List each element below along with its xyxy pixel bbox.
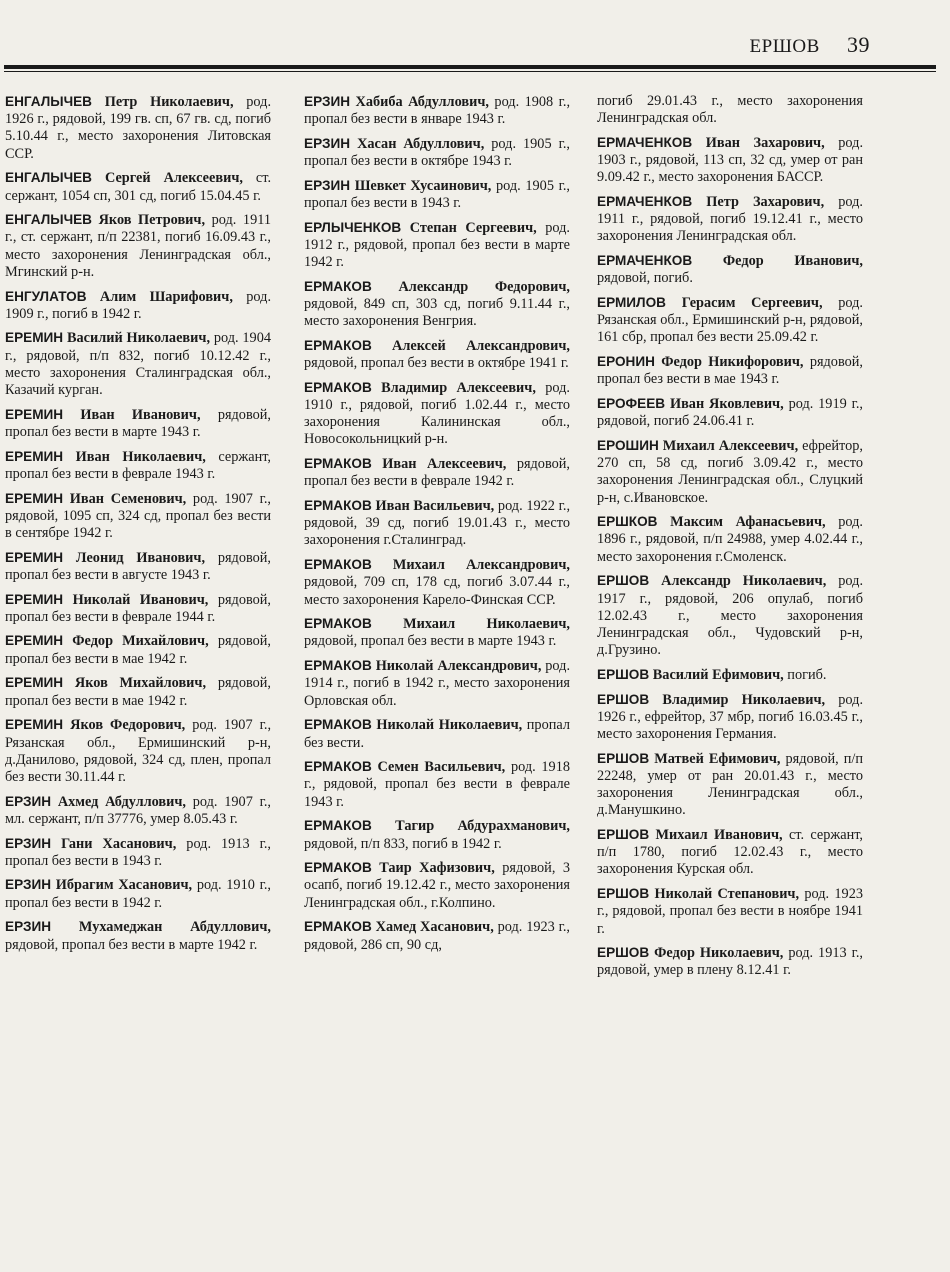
entry-details: рядовой, 849 сп, 303 сд, погиб 9.11.44 г., место захоронения Венгрия.	[304, 296, 570, 330]
entry	[5, 329, 271, 399]
entry-given-name: Иван Николаевич,	[75, 448, 206, 465]
entry	[597, 252, 863, 287]
entry-surname: ЕРЕМИН	[5, 490, 64, 506]
entry-given-name: Хабиба Абдуллович,	[355, 94, 489, 110]
entry-details: род. 1911 г., рядовой, погиб 19.12.41 г., место захоронения Ленинградская обл.	[597, 194, 863, 245]
entry-details: рядовой, пропал без вести в мае 1942 г.	[5, 675, 272, 709]
entry	[304, 497, 570, 550]
entry	[5, 793, 271, 828]
entry	[304, 859, 570, 912]
entry-details: род. 1913 г., пропал без вести в 1943 г.	[5, 835, 272, 869]
entry-surname: ЕРОНИН	[597, 354, 655, 370]
entry	[5, 448, 271, 483]
entry-given-name: Николай Степанович,	[654, 886, 800, 903]
entry	[304, 657, 570, 710]
entry	[5, 591, 271, 626]
entry	[5, 835, 271, 870]
entry-surname: ЕРЕМИН	[5, 717, 64, 733]
entry-details: рядовой, погиб.	[597, 270, 693, 287]
entry-details: рядовой, п/п 22248, умер от ран 20.01.43 г., место захоронения Ленинградская обл., д.Манушкино.	[597, 750, 864, 819]
entry-given-name: Николай Александрович,	[375, 658, 542, 675]
entry-details: погиб 29.01.43 г., место захоронения Ленинградская обл.	[597, 93, 863, 127]
entry-surname: ЕНГАЛЫЧЕВ	[5, 212, 92, 228]
entry-surname: ЕРШОВ	[597, 750, 650, 766]
entry-surname: ЕНГАЛЫЧЕВ	[5, 170, 92, 186]
entry-surname: ЕРМАКОВ	[304, 278, 372, 294]
entry-details: род. 1913 г., рядовой, умер в плену 8.12.41 г.	[597, 945, 863, 979]
entry-details: рядовой, пропал без вести в августе 1943 г.	[5, 549, 272, 583]
entry-details: рядовой, пропал без вести в мае 1943 г.	[597, 354, 863, 388]
entry-given-name: Владимир Николаевич,	[662, 691, 826, 708]
entry	[597, 691, 863, 744]
entry-surname: ЕРМАЧЕНКОВ	[597, 134, 693, 150]
entry-given-name: Иван Захарович,	[705, 134, 825, 151]
entry-surname: ЕРЗИН	[5, 919, 52, 935]
column-3	[597, 93, 863, 986]
entry	[304, 758, 570, 811]
entry-surname: ЕРЕМИН	[5, 406, 64, 422]
entry-surname: ЕНГАЛЫЧЕВ	[5, 94, 92, 109]
entry-given-name: Таир Хафизович,	[379, 860, 495, 877]
entry-surname: ЕРМАКОВ	[304, 717, 372, 733]
entry-surname: ЕРМАЧЕНКОВ	[597, 253, 693, 269]
entry	[597, 513, 863, 566]
entry	[5, 211, 271, 281]
entry	[304, 556, 570, 609]
entry-given-name: Ибрагим Хасанович,	[55, 877, 193, 894]
entry	[597, 666, 863, 684]
entry-surname: ЕРМАКОВ	[304, 616, 372, 632]
entry-given-name: Иван Алексеевич,	[382, 456, 507, 473]
entry	[304, 177, 570, 212]
entry-given-name: Максим Афанасьевич,	[670, 514, 826, 531]
entry-given-name: Федор Николаевич,	[654, 945, 784, 962]
running-head	[750, 32, 870, 58]
entry	[5, 716, 271, 786]
entry-details: род. 1907 г., рядовой, 1095 сп, 324 сд, пропал без вести в сентябре 1942 г.	[5, 490, 271, 541]
entry-given-name: Михаил Иванович,	[655, 827, 783, 844]
entry-surname: ЕРШОВ	[597, 691, 650, 707]
entry-surname: ЕРЕМИН	[5, 633, 64, 649]
entry-surname: ЕРШОВ	[597, 886, 650, 902]
entry-details: род. 1905 г., пропал без вести в октябре 1943 г.	[304, 135, 570, 170]
entry-given-name: Александр Федорович,	[398, 278, 570, 295]
entry-given-name: Ахмед Абдуллович,	[57, 793, 187, 810]
entry-surname: ЕРЛЫЧЕНКОВ	[304, 219, 402, 235]
entry-surname: ЕРМАКОВ	[304, 337, 372, 353]
entry-given-name: Иван Васильевич,	[375, 498, 495, 515]
entry-given-name: Михаил Александрович,	[392, 557, 570, 574]
entry-given-name: Василий Николаевич,	[66, 330, 211, 347]
entry	[597, 395, 863, 430]
entry	[597, 750, 863, 820]
entry	[304, 817, 570, 852]
entry-details: род. Рязанская обл., Ермишинский р-н, рядовой, 161 сбр, пропал без вести 25.09.42 г.	[597, 295, 863, 346]
entry-surname: ЕРШОВ	[597, 666, 650, 682]
entry-surname: ЕРМАКОВ	[304, 498, 372, 514]
entry	[5, 876, 271, 911]
entry	[597, 437, 863, 507]
entry-details: род. 1912 г., рядовой, пропал без вести в марте 1942 г.	[304, 219, 570, 271]
entry-surname: ЕРЗИН	[5, 793, 52, 809]
entry	[304, 615, 570, 650]
entry-surname: ЕРМАКОВ	[304, 919, 372, 935]
entry-details: род. 1907 г., мл. сержант, п/п 37776, умер 8.05.43 г.	[5, 793, 271, 827]
entry-surname: ЕРЗИН	[304, 94, 351, 109]
entry-details: сержант, пропал без вести в феврале 1943 г.	[5, 448, 272, 482]
entry-details: ст. сержант, 1054 сп, 301 сд, погиб 15.04.45 г.	[5, 170, 272, 204]
entry	[597, 294, 863, 347]
entry-given-name: Степан Сергеевич,	[409, 219, 537, 236]
entry-details: рядовой, пропал без вести в феврале 1944 г.	[5, 591, 272, 625]
entry-given-name: Михаил Николаевич,	[403, 616, 570, 633]
entry-given-name: Иван Иванович,	[80, 406, 201, 423]
entry	[304, 135, 570, 170]
entry-given-name: Матвей Ефимович,	[654, 750, 781, 767]
header-rule-thick	[4, 65, 936, 69]
entry-details: род. 1922 г., рядовой, 39 сд, погиб 19.01.43 г., место захоронения г.Сталинград.	[304, 498, 571, 549]
page-number: 39	[847, 32, 870, 57]
entry-surname: ЕРЕМИН	[5, 549, 64, 565]
entry-details: рядовой, пропал без вести в феврале 1942 г.	[304, 456, 570, 490]
entry	[597, 944, 863, 979]
entry-surname: ЕРШОВ	[597, 573, 650, 589]
entry-details: рядовой, 709 сп, 178 сд, погиб 3.07.44 г., место захоронения Карело-Финская ССР.	[304, 574, 570, 608]
entry-surname: ЕРМАКОВ	[304, 818, 372, 834]
entry-surname: ЕРЕМИН	[5, 330, 64, 346]
entry	[304, 379, 570, 449]
entry-details: рядовой, пропал без вести в марте 1943 г.	[5, 406, 271, 440]
entry-details: род. 1926 г., ефрейтор, 37 мбр, погиб 16.03.45 г., место захоронения Германия.	[597, 691, 864, 742]
entry-surname: ЕРЗИН	[304, 135, 351, 151]
entry-details: род. 1905 г., пропал без вести в 1943 г.	[304, 177, 571, 212]
entry-surname: ЕРШОВ	[597, 827, 650, 843]
entry-surname: ЕРШКОВ	[597, 514, 658, 530]
entry-given-name: Мухамеджан Абдуллович,	[78, 919, 271, 936]
entry-surname: ЕНГУЛАТОВ	[5, 288, 87, 304]
entry-given-name: Алексей Александрович,	[392, 337, 570, 354]
entry-surname: ЕРЗИН	[304, 177, 351, 193]
entry	[304, 93, 570, 128]
entry	[304, 716, 570, 751]
entry	[304, 219, 570, 272]
entry-given-name: Михаил Алексеевич,	[662, 437, 799, 454]
entry	[597, 93, 863, 127]
entry-given-name: Алим Шарифович,	[99, 288, 233, 305]
entry	[5, 632, 271, 667]
entry-surname: ЕРМАКОВ	[304, 379, 372, 395]
entry-surname: ЕРОФЕЕВ	[597, 396, 666, 412]
entry-given-name: Петр Захарович,	[706, 194, 825, 211]
entry	[304, 918, 570, 953]
entry-given-name: Иван Семенович,	[69, 490, 187, 507]
column-2	[304, 93, 570, 960]
entry-details: род. 1914 г., погиб в 1942 г., место захоронения Орловская обл.	[304, 658, 571, 709]
entry-details: род. 1923 г., рядовой, 286 сп, 90 сд,	[304, 919, 571, 953]
entry-details: род. 1923 г., рядовой, пропал без вести в ноябре 1941 г.	[597, 886, 863, 937]
entry-details: род. 1909 г., погиб в 1942 г.	[5, 288, 272, 322]
entry-given-name: Тагир Абдурахманович,	[395, 818, 570, 835]
entry-surname: ЕРМАКОВ	[304, 658, 372, 674]
entry-given-name: Федор Никифорович,	[661, 354, 804, 371]
entry-given-name: Александр Николаевич,	[661, 573, 827, 590]
entry	[597, 353, 863, 388]
entry-details: рядовой, пропал без вести в марте 1943 г.	[304, 633, 557, 650]
entry-details: ефрейтор, 270 сп, 58 сд, погиб 3.09.42 г., место захоронения Ленинградская обл., Слуцкий р-н, с.Ивановское.	[597, 437, 863, 506]
entry	[5, 490, 271, 543]
entry-given-name: Леонид Иванович,	[75, 549, 206, 566]
entry-given-name: Федор Михайлович,	[72, 633, 209, 650]
entry-details: рядовой, пропал без вести в октябре 1941 г.	[304, 355, 569, 372]
entry-details: род. 1910 г., пропал без вести в 1942 г.	[5, 877, 271, 911]
entry-given-name: Петр Николаевич,	[104, 94, 234, 110]
entry-surname: ЕРМАКОВ	[304, 456, 372, 472]
entry	[597, 193, 863, 246]
entry-details: род. 1896 г., рядовой, п/п 24988, умер 4.02.44 г., место захоронения г.Смоленск.	[597, 514, 863, 565]
entry-details: род. 1904 г., рядовой, п/п 832, погиб 10.12.42 г., место захоронения Сталинградская обл., Казачий курган.	[5, 330, 271, 399]
entry-surname: ЕРЕМИН	[5, 448, 64, 464]
entry-details: рядовой, пропал без вести в марте 1942 г.	[5, 936, 258, 953]
column-1	[5, 93, 271, 960]
entry-given-name: Иван Яковлевич,	[669, 396, 784, 413]
entry-details: ст. сержант, п/п 1780, погиб 12.02.43 г., место захоронения Курская обл.	[597, 827, 864, 878]
entry-given-name: Гани Хасанович,	[61, 835, 177, 852]
entry-given-name: Герасим Сергеевич,	[681, 295, 823, 312]
entry-details: род. 1917 г., рядовой, 206 опулаб, погиб 12.02.43 г., место захоронения Ленинградская обл., Чудовский р-н, д.Грузино.	[597, 573, 864, 659]
entry	[5, 169, 271, 204]
entry-details: род. 1903 г., рядовой, 113 сп, 32 сд, умер от ран 9.09.42 г., место захоронения БАССР.	[597, 134, 864, 186]
entry-given-name: Сергей Алексеевич,	[104, 170, 243, 187]
entry-surname: ЕРМАКОВ	[304, 557, 372, 573]
entry	[5, 93, 271, 163]
entry	[304, 337, 570, 372]
entry	[5, 288, 271, 323]
entry-given-name: Федор Иванович,	[722, 253, 863, 270]
entry-surname: ЕРЗИН	[5, 877, 52, 893]
entry-details: погиб.	[787, 666, 827, 683]
header-rule-thin	[4, 71, 936, 72]
entry-surname: ЕРМАЧЕНКОВ	[597, 194, 693, 210]
entry-details: род. 1908 г., пропал без вести в январе 1943 г.	[304, 94, 571, 128]
entry	[5, 674, 271, 709]
entry	[5, 549, 271, 584]
entry-surname: ЕРШОВ	[597, 945, 650, 961]
entry-surname: ЕРМАКОВ	[304, 860, 372, 876]
entry	[304, 278, 570, 331]
entry-surname: ЕРОШИН	[597, 437, 659, 453]
entry-given-name: Василий Ефимович,	[652, 666, 784, 683]
entry	[597, 885, 863, 938]
entry-details: род. 1907 г., Рязанская обл., Ермишинский р-н, д.Данилово, рядовой, 324 сд, плен, пропал без вести 30.11.44 г.	[5, 717, 272, 785]
entry-surname: ЕРЗИН	[5, 835, 52, 851]
entry	[597, 134, 863, 187]
entry	[5, 918, 271, 953]
entry-given-name: Николай Николаевич,	[376, 717, 523, 734]
running-head-word: ЕРШОВ	[749, 36, 820, 57]
entry-details: род. 1926 г., рядовой, 199 гв. сп, 67 гв. сд, погиб 5.10.44 г., место захоронения Литовская ССР.	[5, 94, 272, 162]
entry-details: род. 1918 г., рядовой, пропал без вести в феврале 1943 г.	[304, 759, 571, 810]
entry	[597, 572, 863, 659]
entry-surname: ЕРМАКОВ	[304, 759, 372, 775]
entry-surname: ЕРЕМИН	[5, 591, 64, 607]
entry-details: род. 1919 г., рядовой, погиб 24.06.41 г.	[597, 396, 863, 430]
entry-given-name: Николай Иванович,	[72, 591, 209, 608]
entry-given-name: Яков Федорович,	[70, 717, 186, 734]
entry-given-name: Владимир Алексеевич,	[381, 379, 536, 396]
entry	[304, 455, 570, 490]
entry-details: род. 1910 г., рядовой, погиб 1.02.44 г., место захоронения Калининская обл., Новосокольницкий р-н.	[304, 379, 570, 448]
entry	[597, 826, 863, 879]
entry-details: рядовой, п/п 833, погиб в 1942 г.	[304, 835, 502, 852]
entry-given-name: Шевкет Хусаинович,	[354, 177, 492, 194]
entry	[5, 406, 271, 441]
entry-given-name: Яков Петрович,	[98, 212, 206, 229]
entry-surname: ЕРМИЛОВ	[597, 295, 666, 311]
entry-details: род. 1911 г., ст. сержант, п/п 22381, погиб 16.09.43 г., место захоронения Ленинградская обл., Мгинский р-н.	[5, 212, 271, 280]
entry-given-name: Хамед Хасанович,	[375, 919, 494, 936]
entry-given-name: Хасан Абдуллович,	[357, 135, 485, 152]
entry-surname: ЕРЕМИН	[5, 675, 64, 691]
entry-details: пропал без вести.	[304, 717, 570, 751]
entry-given-name: Яков Михайлович,	[74, 675, 207, 692]
entry-details: рядовой, 3 осапб, погиб 19.12.42 г., место захоронения Ленинградская обл., г.Колпино.	[304, 860, 570, 911]
entry-details: рядовой, пропал без вести в мае 1942 г.	[5, 633, 271, 667]
entry-given-name: Семен Васильевич,	[377, 759, 506, 776]
